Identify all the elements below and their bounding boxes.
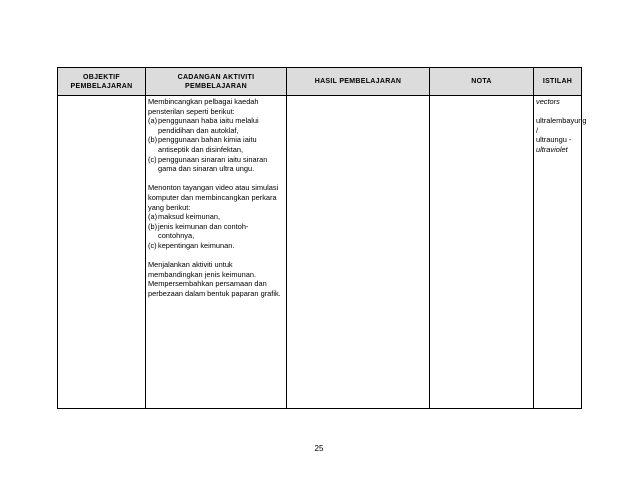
list-item-text: jenis keimunan dan contoh-contohnya,	[158, 221, 249, 241]
cell-objektif	[58, 96, 146, 409]
activity-list	[148, 116, 283, 174]
list-marker: (b)	[148, 135, 158, 145]
istilah-term-ultraviolet: ultraviolet	[536, 144, 568, 154]
cell-nota	[430, 96, 534, 409]
list-item	[148, 116, 283, 135]
header-nota: NOTA	[430, 68, 534, 96]
istilah-term-ultralembayung: ultralembayung /	[536, 116, 587, 135]
list-item	[148, 155, 283, 174]
syllabus-table	[57, 67, 587, 409]
page-number: 25	[314, 444, 324, 453]
list-item-text: penggunaan bahan kimia iaitu antiseptik dan disinfektan,	[158, 135, 257, 154]
list-marker: (a)	[148, 212, 158, 222]
cell-istilah	[534, 96, 587, 409]
cell-hasil	[287, 96, 430, 409]
list-marker: (b)	[148, 221, 158, 231]
list-marker: (a)	[148, 116, 158, 126]
activity-text: Menjalankan aktiviti untuk membandingkan jenis keimunan. Mempersembahkan persamaan dan perbezaan dalam bentuk paparan grafik.	[148, 260, 281, 298]
list-item-text: penggunaan sinaran iaitu sinaran gama dan sinaran ultra ungu.	[158, 154, 268, 174]
header-hasil-pembelajaran: HASIL PEMBELAJARAN	[287, 68, 430, 96]
activity-intro: Menonton tayangan video atau simulasi komputer dan membincangkan perkara yang berikut:	[148, 183, 279, 212]
list-marker: (c)	[148, 154, 157, 164]
activity-list	[148, 212, 283, 250]
list-item	[148, 212, 283, 222]
istilah-term-ultraungu: ultraungu -	[536, 135, 572, 145]
activity-block-comparison	[148, 260, 283, 298]
table-row	[58, 96, 582, 409]
list-item-text: penggunaan haba iaitu melalui pendidihan dan autoklaf,	[158, 116, 259, 135]
list-item	[148, 222, 283, 241]
table-header-row	[58, 68, 582, 96]
cell-cadangan	[146, 96, 287, 409]
activity-block-immunity	[148, 183, 283, 250]
header-objektif-pembelajaran: OBJEKTIF PEMBELAJARAN	[58, 68, 146, 96]
activity-block-sterilisation	[148, 97, 283, 174]
list-item-text: kepentingan keimunan.	[158, 240, 235, 250]
istilah-term-vectors: vectors	[536, 97, 560, 106]
list-marker: (c)	[148, 240, 157, 250]
istilah-spacer	[536, 107, 578, 117]
list-item	[148, 135, 283, 154]
header-istilah: ISTILAH	[534, 68, 582, 96]
header-cadangan-aktiviti: CADANGAN AKTIVITI PEMBELAJARAN	[146, 68, 287, 96]
activity-intro: Membincangkan pelbagai kaedah pensterilan seperti berikut:	[148, 97, 259, 116]
list-item-text: maksud keimunan,	[158, 212, 221, 222]
list-item	[148, 241, 283, 251]
